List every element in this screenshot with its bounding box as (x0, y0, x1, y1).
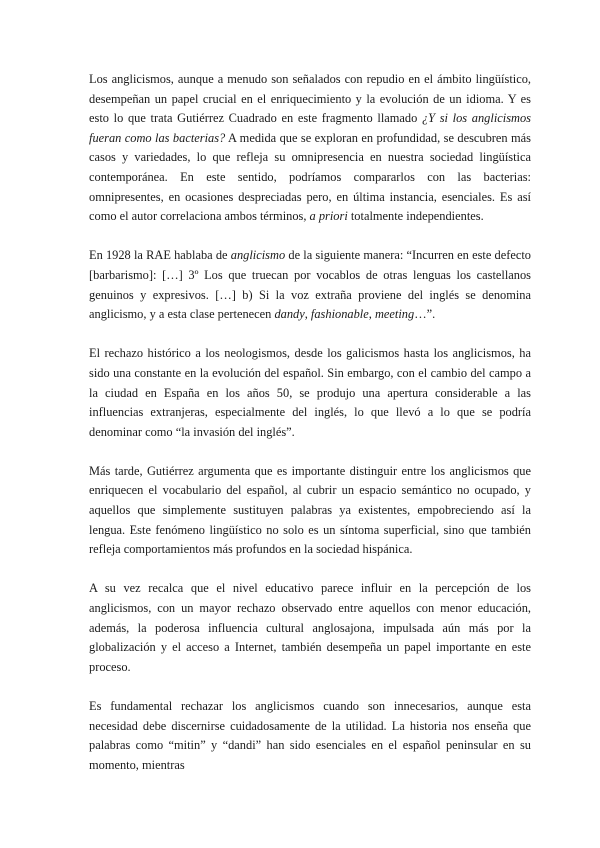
italic-term: anglicismo (230, 248, 286, 263)
text-segment: , (304, 307, 311, 322)
text-segment: totalmente independientes. (347, 209, 484, 224)
text-segment: A medida que se exploran en profundidad, se descubren más casos y variedades, lo que refleja su omnipresencia en nuestra sociedad lingüística contemporánea. En este sentido, podríamos compararlos con las bacterias: omnipresentes, en ocasiones despreciadas pero, en última instancia, esenciales. Es así como el autor correlaciona ambos términos, (89, 130, 531, 224)
paragraph-2 (89, 246, 531, 324)
text-segment: de la siguiente manera: “Incurren en este defecto [barbarismo]: […] 3º Los que truecan por vocablos de otras lenguas los castellanos genuinos y expresivos. […] b) Si la voz extraña proviene del inglés se denomina anglicismo, y a esta clase pertenecen (89, 248, 531, 322)
paragraph-6 (89, 697, 531, 775)
text-segment: Es fundamental rechazar los anglicismos cuando son innecesarios, aunque esta necesidad debe discernirse cuidadosamente de la utilidad. La historia nos enseña que palabras como “mitin” y “dandi” han sido esenciales en el español peninsular en su momento, mientras (89, 699, 531, 772)
text-segment: Los anglicismos, aunque a menudo son señalados con repudio en el ámbito lingüístico, desempeñan un papel crucial en el enriquecimiento y la evolución de un idioma. Y es esto lo que trata Gutiérrez Cuadrado en este fragmento llamado (89, 72, 531, 126)
document-body (89, 70, 531, 795)
text-segment: El rechazo histórico a los neologismos, desde los galicismos hasta los anglicismos, ha sido una constante en la evolución del español. Sin embargo, con el cambio del campo a la ciudad en España en los años 50, se produjo una apertura considerable a las influencias extranjeras, especialmente del inglés, lo que llevó a lo que se podría denominar como “la invasión del inglés”. (89, 346, 531, 439)
italic-term: a priori (309, 209, 348, 224)
italic-term: dandy (274, 307, 305, 322)
paragraph-3 (89, 344, 531, 442)
text-segment: , (368, 307, 375, 322)
italic-term: meeting (374, 307, 415, 322)
fragment-title: ¿Y si los anglicismos fueran como las bacterias? (89, 111, 531, 145)
paragraph-5 (89, 579, 531, 677)
text-segment: En 1928 la RAE hablaba de (89, 248, 231, 263)
paragraph-4 (89, 462, 531, 560)
text-segment: Más tarde, Gutiérrez argumenta que es importante distinguir entre los anglicismos que enriquecen el vocabulario del español, al cubrir un espacio semántico no ocupado, y aquellos que simplemente sustituyen palabras ya existentes, empobreciendo así la lengua. Este fenómeno lingüístico no solo es un síntoma superficial, sino que también refleja comportamientos más profundos en la sociedad hispánica. (89, 463, 531, 557)
text-segment: A su vez recalca que el nivel educativo parece influir en la percepción de los anglicismos, con un mayor rechazo observado entre aquellos con menor educación, además, la poderosa influencia cultural anglosajona, impulsada aún más por la globalización y el acceso a Internet, también desempeña un papel importante en este proceso. (89, 581, 531, 674)
paragraph-1 (89, 70, 531, 227)
text-segment: …”. (414, 307, 436, 322)
italic-term: fashionable (310, 307, 369, 322)
